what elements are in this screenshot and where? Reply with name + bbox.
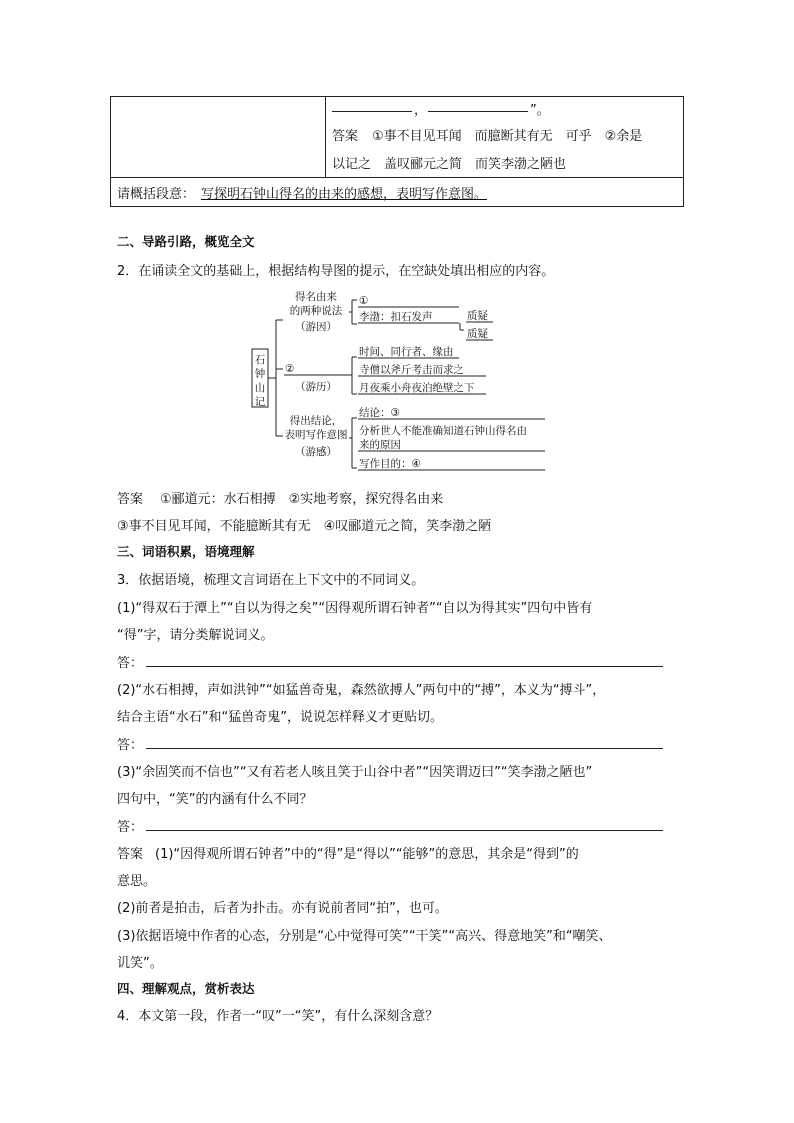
- branch1-label-2: 的两种说法: [289, 305, 343, 317]
- root-char-3: 山: [254, 382, 266, 394]
- root-char-2: 钟: [254, 368, 266, 380]
- q3-part2-line2: 结合主语“水石”和“猛兽奇鬼”，说说怎样释义才更贴切。: [117, 710, 443, 725]
- branch3-label-1: 得出结论，: [289, 415, 343, 427]
- b1-doubt1: 质疑: [467, 310, 488, 322]
- question-4: 4．本文第一段，作者一“叹”一“笑”，有什么深刻含意？: [117, 1009, 439, 1024]
- answer-line-1: ①事不目见耳闻 而臆断其有无 可乎 ②余是: [372, 129, 643, 144]
- b3-item1: 结论：③: [359, 407, 400, 419]
- section-2-heading: 二、导路引路，概览全文: [117, 234, 255, 249]
- section-4-heading: 四、理解观点，赏析表达: [117, 981, 255, 996]
- b1-item2: 李渤：扣石发声: [359, 311, 433, 323]
- answer2-line1: ①郦道元：水石相搏 ②实地考察，探究得名由来: [160, 492, 444, 507]
- structure-diagram: [0, 0, 794, 500]
- q3-part1-answer-line[interactable]: [146, 666, 663, 667]
- answer3-line4: (3)依据语境中作者的心态，分别是“心中觉得可笑”“干笑”“高兴、得意地笑”和“嘲笑、: [117, 929, 612, 944]
- question-2: 2．在诵读全文的基础上，根据结构导图的提示，在空缺处填出相应的内容。: [117, 264, 555, 279]
- branch3-label-2: 表明写作意图: [284, 429, 348, 441]
- root-char-4: 记: [254, 396, 266, 408]
- q3-part1-line1: (1)“得双石于潭上”“自以为得之矣”“因得观所谓石钟者”“自以为得其实”四句中皆有: [117, 601, 593, 616]
- answer3-label: 答案: [117, 847, 144, 862]
- answer2-label: 答案: [117, 492, 144, 507]
- answer3-line1: (1)“因得观所谓石钟者”中的“得”是“得以”“能够”的意思，其余是“得到”的: [155, 847, 579, 862]
- blank-end: ”。: [530, 103, 550, 118]
- q3-part3-answer-prefix: 答：: [117, 820, 144, 835]
- branch1-tag: （游因）: [295, 321, 337, 333]
- branch1-brace: [349, 300, 357, 324]
- b2-item2: 寺僧以斧斤考击而求之: [359, 364, 464, 376]
- q3-part1-answer-prefix: 答：: [117, 656, 144, 671]
- b1-item1: ①: [359, 295, 369, 307]
- q3-part2-answer-prefix: 答：: [117, 738, 144, 753]
- answer3-line3: (2)前者是拍击，后者为扑击。亦有说前者同“拍”，也可。: [117, 901, 448, 916]
- root-char-1: 石: [254, 354, 266, 366]
- b3-item2-line2: 来的原因: [359, 439, 401, 451]
- answer3-line2: 意思。: [117, 874, 157, 889]
- branch2-brace: [347, 357, 357, 394]
- main-brace: [268, 320, 283, 436]
- branch3-tag: （游感）: [295, 446, 337, 458]
- branch2-tag: （游历）: [295, 381, 337, 393]
- b1-doubt2: 质疑: [467, 328, 488, 340]
- q3-part2-answer-line[interactable]: [146, 748, 663, 749]
- section-3-heading: 三、词语积累，语境理解: [117, 544, 255, 559]
- answer-line-2: 以记之 盖叹郦元之简 而笑李渤之陋也: [332, 157, 567, 172]
- b2-item3: 月夜乘小舟夜泊绝壁之下: [359, 382, 475, 394]
- q3-part1-line2: “得”字，请分类解说词义。: [117, 628, 274, 643]
- answer-label: 答案: [332, 129, 359, 144]
- question-3: 3．依据语境，梳理文言词语在上下文中的不同词义。: [117, 573, 425, 588]
- q3-part3-line1: (3)“余固笑而不信也”“又有若老人咳且笑于山谷中者”“因笑谓迈曰”“笑李渤之陋也”: [117, 765, 593, 780]
- blank-separator: ，: [414, 103, 428, 118]
- answer3-line5: 讥笑”。: [117, 956, 163, 971]
- branch3-brace: [349, 418, 357, 468]
- answer2-line2: ③事不目见耳闻，不能臆断其有无 ④叹郦道元之简，笑李渤之陋: [117, 519, 492, 534]
- b3-item2-line1: 分析世人不能准确知道石钟山得名由: [359, 425, 527, 437]
- b3-item3: 写作目的：④: [359, 458, 421, 470]
- summary-text: 写探明石钟山得名的由来的感想，表明写作意图。: [201, 187, 488, 202]
- summary-label: 请概括段意：: [117, 187, 196, 202]
- branch2-label: ②: [285, 363, 295, 375]
- q3-part2-line1: (2)“水石相搏，声如洪钟”“如猛兽奇鬼，森然欲搏人”两句中的“搏”，本义为“搏斗”，: [117, 683, 606, 698]
- q3-part3-line2: 四句中，“笑”的内涵有什么不同？: [117, 792, 313, 807]
- q3-part3-answer-line[interactable]: [146, 830, 663, 831]
- b2-item1: 时间、同行者、缘由: [359, 346, 454, 358]
- branch1-label-1: 得名由来: [295, 291, 337, 303]
